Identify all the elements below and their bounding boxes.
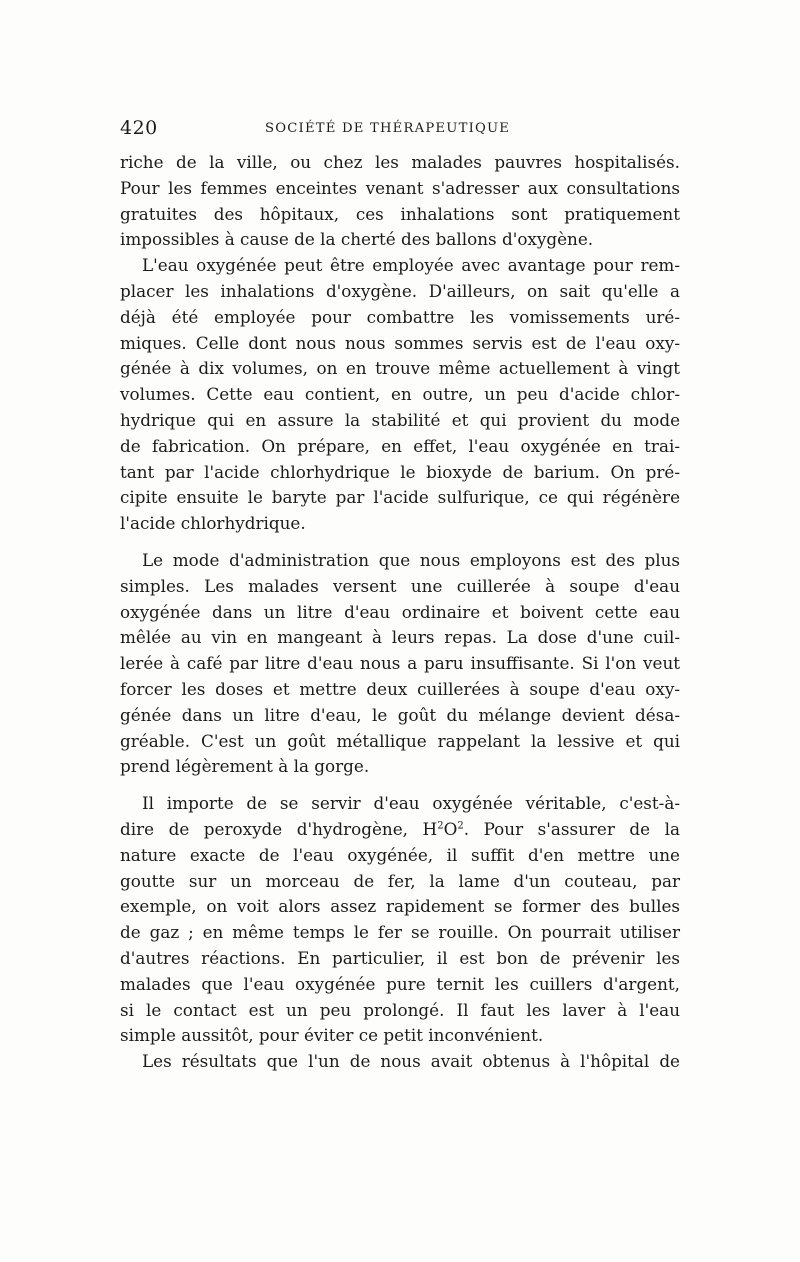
text-line: malades que l'eau oxygénée pure ternit les cuillers d'argent, bbox=[120, 973, 680, 994]
text-line: génée dans un litre d'eau, le goût du mélange devient désa- bbox=[120, 704, 680, 725]
text-line: exemple, on voit alors assez rapidement se former des bulles bbox=[120, 896, 680, 917]
text-line: simples. Les malades versent une cuillerée à soupe d'eau bbox=[120, 575, 680, 596]
formula-subscript-2: 2 bbox=[457, 820, 464, 832]
text-line: gréable. C'est un goût métallique rappelant la lessive et qui bbox=[120, 730, 680, 751]
text-line: miques. Celle dont nous nous sommes servis est de l'eau oxy- bbox=[120, 332, 680, 353]
text-line: cipite ensuite le baryte par l'acide sulfurique, ce qui régénère bbox=[120, 487, 680, 508]
page-header bbox=[120, 116, 680, 140]
text-line: si le contact est un peu prolongé. Il faut les laver à l'eau bbox=[120, 999, 680, 1020]
running-title: SOCIÉTÉ DE THÉRAPEUTIQUE bbox=[265, 121, 511, 136]
text-line: forcer les doses et mettre deux cuillerées à soupe d'eau oxy- bbox=[120, 678, 680, 699]
text-line: L'eau oxygénée peut être employée avec avantage pour rem- bbox=[142, 255, 680, 276]
text-line: Les résultats que l'un de nous avait obtenus à l'hôpital de bbox=[142, 1051, 680, 1072]
formula-subscript-1: 2 bbox=[437, 820, 444, 832]
text-line: riche de la ville, ou chez les malades pauvres hospitalisés. bbox=[120, 152, 680, 172]
text-line: l'acide chlorhydrique. bbox=[120, 513, 306, 534]
text-line: Le mode d'administration que nous employons est des plus bbox=[142, 549, 680, 570]
text-line: simple aussitôt, pour éviter ce petit inconvénient. bbox=[120, 1025, 544, 1046]
text-line: impossibles à cause de la cherté des ballons d'oxygène. bbox=[120, 229, 594, 250]
text-line: volumes. Cette eau contient, en outre, un peu d'acide chlor- bbox=[120, 384, 680, 405]
text-line: d'autres réactions. En particulier, il est bon de prévenir les bbox=[120, 947, 680, 968]
text-line: génée à dix volumes, on en trouve même actuellement à vingt bbox=[120, 358, 680, 379]
text-line: nature exacte de l'eau oxygénée, il suffit d'en mettre une bbox=[120, 844, 680, 865]
text-line: Il importe de se servir d'eau oxygénée véritable, c'est-à- bbox=[142, 793, 680, 814]
page-number: 420 bbox=[120, 117, 158, 139]
text-line: placer les inhalations d'oxygène. D'ailleurs, on sait qu'elle a bbox=[120, 280, 680, 301]
text-line: de gaz ; en même temps le fer se rouille. On pourrait utiliser bbox=[120, 922, 680, 943]
formula-element: O bbox=[443, 818, 458, 839]
text-line: goutte sur un morceau de fer, la lame d'un couteau, par bbox=[120, 870, 680, 891]
text-line: lerée à café par litre d'eau nous a paru insuffisante. Si l'on veut bbox=[120, 653, 680, 674]
text-line-formula bbox=[120, 817, 680, 843]
formula-prefix: dire de peroxyde d'hydrogène, H bbox=[120, 818, 438, 839]
text-body bbox=[120, 150, 680, 1075]
paragraph-gap bbox=[120, 537, 680, 548]
text-line: mêlée au vin en mangeant à leurs repas. La dose d'une cuil- bbox=[120, 627, 680, 648]
paragraph-gap bbox=[120, 780, 680, 791]
text-line: tant par l'acide chlorhydrique le bioxyde de barium. On pré- bbox=[120, 461, 680, 482]
text-line: gratuites des hôpitaux, ces inhalations sont pratiquement bbox=[120, 203, 680, 224]
formula-suffix: . Pour s'assurer de la bbox=[463, 818, 680, 839]
text-line: de fabrication. On prépare, en effet, l'eau oxygénée en trai- bbox=[120, 435, 680, 456]
text-line: prend légèrement à la gorge. bbox=[120, 756, 370, 777]
text-line: Pour les femmes enceintes venant s'adresser aux consultations bbox=[120, 177, 680, 198]
text-line: oxygénée dans un litre d'eau ordinaire et boivent cette eau bbox=[120, 601, 680, 622]
text-line: hydrique qui en assure la stabilité et qui provient du mode bbox=[120, 409, 680, 430]
text-line: déjà été employée pour combattre les vomissements uré- bbox=[120, 306, 680, 327]
